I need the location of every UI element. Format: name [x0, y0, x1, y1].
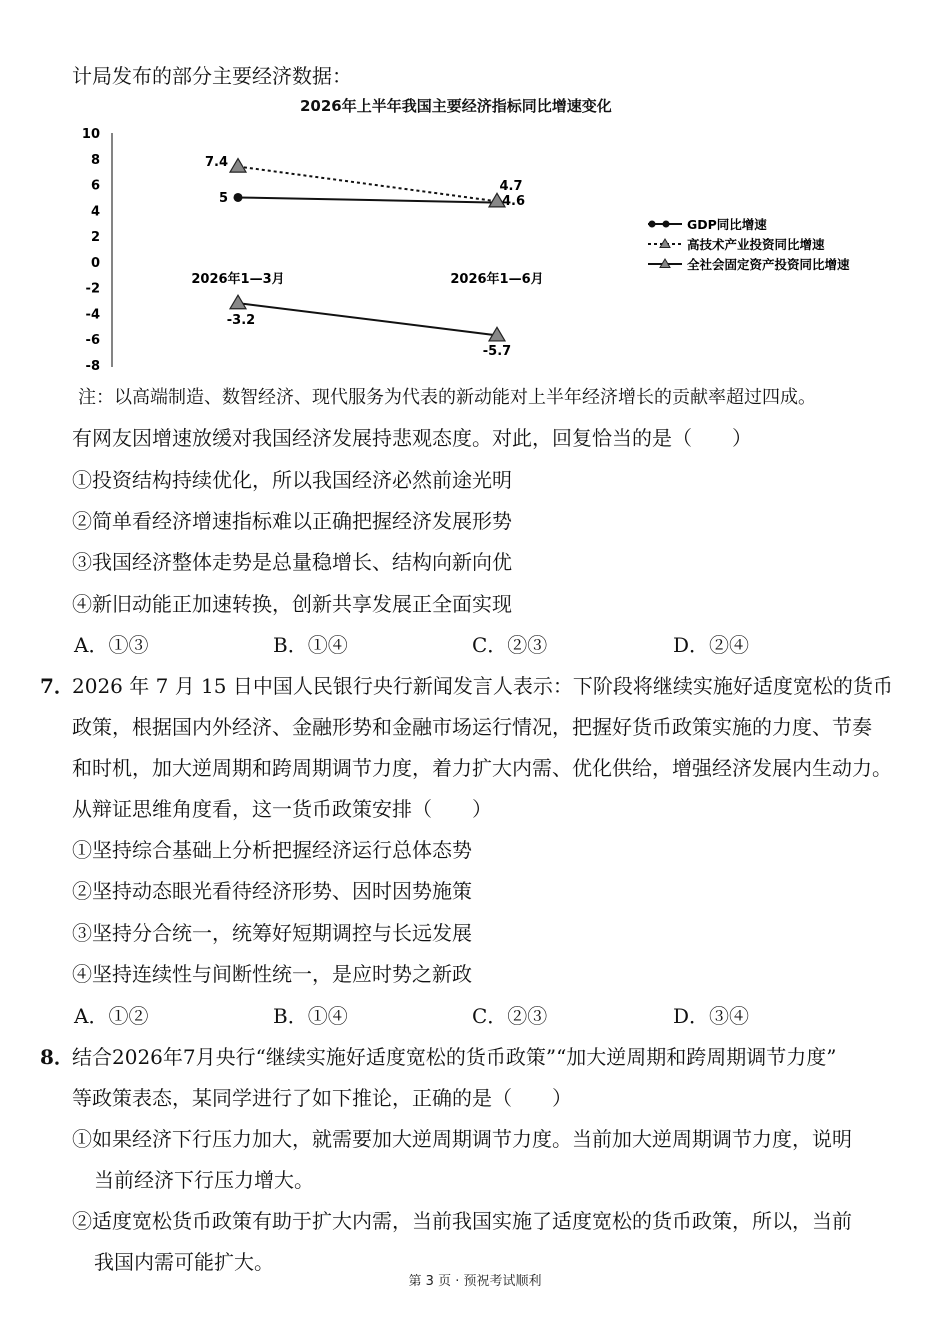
q7-number: 7． — [40, 674, 74, 698]
legend-marker — [663, 221, 670, 228]
data-label: 4.7 — [499, 179, 523, 194]
y-tick-label: -6 — [85, 333, 100, 349]
q6-option-b: B．①④ — [273, 633, 348, 657]
q8-item-1-line-2: 当前经济下行压力增大。 — [94, 1168, 314, 1192]
q6-item-3: ③我国经济整体走势是总量稳增长、结构向新向优 — [72, 550, 512, 574]
q6-stem: 有网友因增速放缓对我国经济发展持悲观态度。对此，回复恰当的是（ ） — [72, 426, 752, 450]
intro-line: 计局发布的部分主要经济数据： — [72, 64, 352, 88]
q7-option-c: C．②③ — [472, 1004, 548, 1028]
data-label: -5.7 — [482, 344, 512, 359]
data-label: -3.2 — [226, 313, 256, 328]
q6-option-a: A．①③ — [74, 633, 149, 657]
q7-stem-line-4: 从辩证思维角度看，这一货币政策安排（ ） — [72, 797, 492, 821]
page-footer: 第 3 页 · 预祝考试顺利 — [408, 1274, 542, 1289]
q7-option-a: A．①② — [74, 1004, 149, 1028]
x-category-label: 2026年1—3月 — [191, 272, 285, 287]
y-tick-label: 8 — [90, 152, 100, 168]
legend-label: GDP同比增速 — [687, 217, 767, 232]
legend-label: 全社会固定资产投资同比增速 — [687, 257, 850, 272]
q7-option-b: B．①④ — [273, 1004, 348, 1028]
data-label: 4.6 — [502, 194, 526, 209]
y-tick-label: 0 — [90, 255, 100, 271]
q7-option-d: D．③④ — [673, 1004, 750, 1028]
q8-item-1-line-1: ①如果经济下行压力加大，就需要加大逆周期调节力度。当前加大逆周期调节力度，说明 — [72, 1127, 852, 1151]
legend-marker — [649, 221, 656, 228]
series-line — [238, 303, 497, 335]
y-tick-label: -8 — [85, 359, 100, 374]
chart-title: 2026年上半年我国主要经济指标同比增速变化 — [300, 97, 612, 115]
q8-stem-line-1: 结合2026年7月央行“继续实施好适度宽松的货币政策”“加大逆周期和跨周期调节力度” — [72, 1045, 837, 1069]
y-tick-label: -2 — [85, 281, 100, 297]
y-tick-label: 2 — [90, 230, 100, 246]
q8-number: 8． — [40, 1045, 74, 1069]
q7-stem-line-3: 和时机，加大逆周期和跨周期调节力度，着力扩大内需、优化供给，增强经济发展内生动力。 — [72, 756, 892, 780]
data-point — [230, 295, 246, 309]
q7-item-3: ③坚持分合统一，统筹好短期调控与长远发展 — [72, 921, 472, 945]
y-tick-label: 10 — [81, 127, 100, 142]
q7-stem-line-1: 2026 年 7 月 15 日中国人民银行央行新闻发言人表示：下阶段将继续实施好适度宽松的货币 — [72, 674, 893, 698]
q7-item-2: ②坚持动态眼光看待经济形势、因时因势施策 — [72, 879, 472, 903]
y-tick-label: 6 — [90, 178, 100, 194]
q8-item-2-line-2: 我国内需可能扩大。 — [94, 1250, 274, 1274]
series-line — [238, 197, 497, 202]
q6-option-d: D．②④ — [673, 633, 750, 657]
series-line — [238, 167, 497, 202]
data-label: 7.4 — [204, 155, 228, 170]
q8-stem-line-2: 等政策表态，某同学进行了如下推论，正确的是（ ） — [72, 1086, 572, 1110]
legend-label: 高技术产业投资同比增速 — [687, 237, 825, 252]
data-label: 5 — [218, 191, 228, 206]
q7-stem-line-2: 政策，根据国内外经济、金融形势和金融市场运行情况，把握好货币政策实施的力度、节奏 — [72, 715, 872, 739]
data-point — [230, 159, 246, 173]
q6-item-2: ②简单看经济增速指标难以正确把握经济发展形势 — [72, 509, 512, 533]
y-tick-label: 4 — [90, 204, 100, 220]
q6-item-4: ④新旧动能正加速转换，创新共享发展正全面实现 — [72, 592, 512, 616]
q6-option-c: C．②③ — [472, 633, 548, 657]
q8-item-2-line-1: ②适度宽松货币政策有助于扩大内需，当前我国实施了适度宽松的货币政策，所以，当前 — [72, 1209, 852, 1233]
data-point — [234, 193, 243, 202]
q7-item-1: ①坚持综合基础上分析把握经济运行总体态势 — [72, 838, 472, 862]
line-chart — [0, 0, 950, 380]
chart-note: 注：以高端制造、数智经济、现代服务为代表的新动能对上半年经济增长的贡献率超过四成。 — [78, 387, 816, 408]
q6-item-1: ①投资结构持续优化，所以我国经济必然前途光明 — [72, 468, 512, 492]
q7-item-4: ④坚持连续性与间断性统一，是应时势之新政 — [72, 962, 472, 986]
x-category-label: 2026年1—6月 — [450, 272, 544, 287]
y-tick-label: -4 — [85, 307, 100, 323]
